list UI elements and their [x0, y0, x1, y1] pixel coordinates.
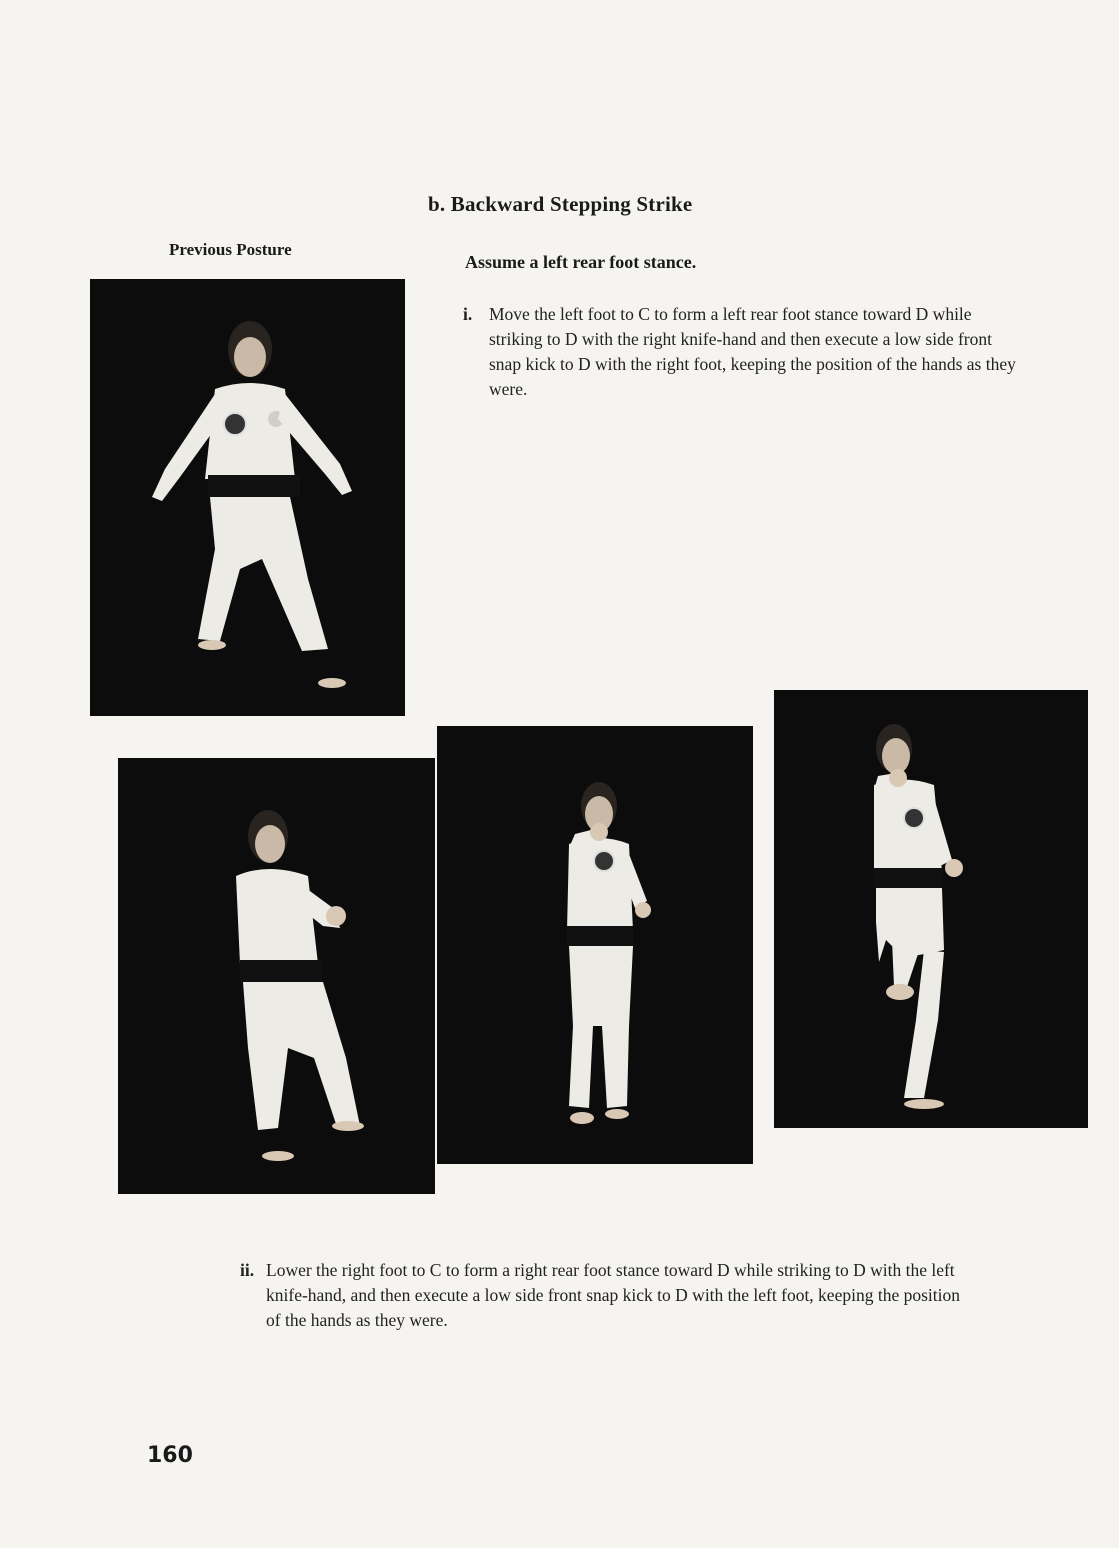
step-photo-1 — [118, 758, 435, 1194]
step-i — [463, 302, 1023, 402]
step-i-text: Move the left foot to C to form a left rear foot stance toward D while striking to D with the right knife-hand and then execute a low side front snap kick to D with the right foot, keeping the position of the hands as they were. — [489, 304, 1016, 399]
step-ii — [240, 1258, 971, 1333]
step-photo-2 — [437, 726, 753, 1164]
previous-posture-caption: Previous Posture — [169, 240, 292, 259]
stance-instruction: Assume a left rear foot stance. — [465, 252, 697, 272]
step-ii-marker: ii. — [240, 1260, 255, 1280]
section-heading: b. Backward Stepping Strike — [428, 192, 693, 216]
step-ii-text: Lower the right foot to C to form a right rear foot stance toward D while striking to D with the left knife-hand, and then execute a low side front snap kick to D with the left foot, keeping the position of the hands as they were. — [266, 1260, 960, 1330]
page-number: 160 — [147, 1443, 193, 1468]
previous-posture-figure — [90, 279, 405, 716]
step-photo-3-figure — [774, 690, 1088, 1128]
previous-posture-photo — [90, 279, 405, 716]
step-i-marker: i. — [463, 304, 473, 324]
step-photo-1-figure — [118, 758, 435, 1194]
step-photo-2-figure — [437, 726, 753, 1164]
step-photo-3 — [774, 690, 1088, 1128]
